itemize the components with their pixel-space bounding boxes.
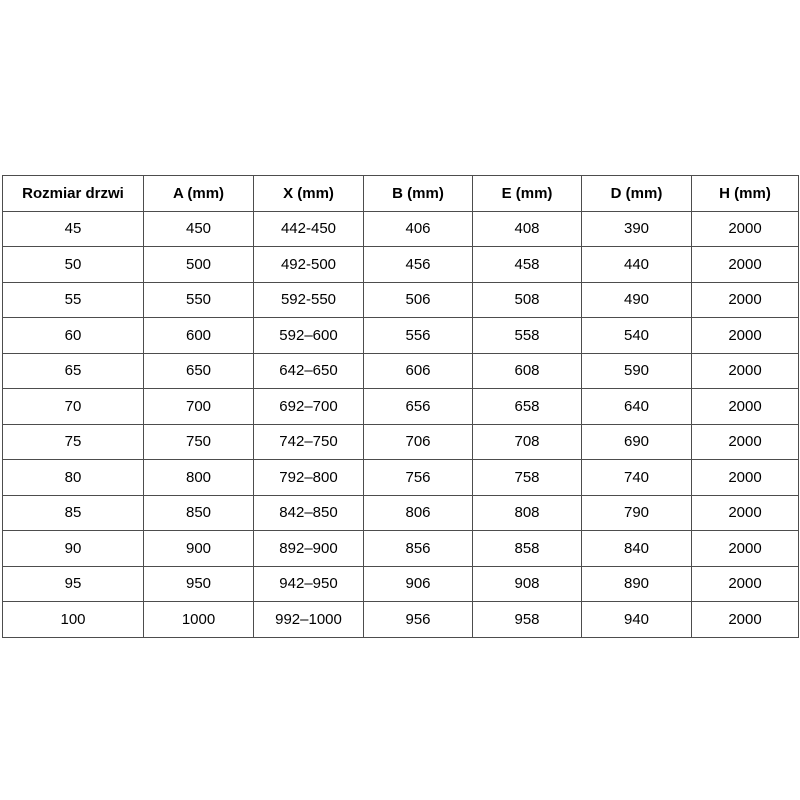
table-row [3, 389, 799, 425]
table-cell: 750 [144, 424, 254, 460]
table-cell: 550 [144, 282, 254, 318]
table-cell: 442-450 [254, 211, 364, 247]
table-cell: 708 [473, 424, 582, 460]
table-cell: 690 [582, 424, 692, 460]
table-cell: 642–650 [254, 353, 364, 389]
table-cell: 608 [473, 353, 582, 389]
table-cell: 958 [473, 602, 582, 638]
table-cell: 2000 [692, 353, 799, 389]
table-cell: 2000 [692, 318, 799, 354]
table-cell: 80 [3, 460, 144, 496]
table-cell: 950 [144, 566, 254, 602]
table-cell: 2000 [692, 531, 799, 567]
table-cell: 600 [144, 318, 254, 354]
table-cell: 592–600 [254, 318, 364, 354]
table-cell: 908 [473, 566, 582, 602]
table-cell: 55 [3, 282, 144, 318]
table-row [3, 602, 799, 638]
table-cell: 842–850 [254, 495, 364, 531]
table-cell: 500 [144, 247, 254, 283]
table-cell: 490 [582, 282, 692, 318]
table-cell: 858 [473, 531, 582, 567]
header-cell-a-mm: A (mm) [144, 176, 254, 212]
table-cell: 2000 [692, 247, 799, 283]
header-cell-b-mm: B (mm) [364, 176, 473, 212]
table-cell: 1000 [144, 602, 254, 638]
header-cell-h-mm: H (mm) [692, 176, 799, 212]
door-size-spec-table [2, 175, 799, 638]
table-cell: 2000 [692, 389, 799, 425]
table-cell: 756 [364, 460, 473, 496]
table-cell: 2000 [692, 282, 799, 318]
table-cell: 808 [473, 495, 582, 531]
table-row [3, 424, 799, 460]
table-cell: 640 [582, 389, 692, 425]
table-cell: 2000 [692, 211, 799, 247]
table-cell: 408 [473, 211, 582, 247]
table-cell: 100 [3, 602, 144, 638]
table-row [3, 211, 799, 247]
table-row [3, 495, 799, 531]
table-cell: 2000 [692, 602, 799, 638]
table-cell: 592-550 [254, 282, 364, 318]
table-cell: 740 [582, 460, 692, 496]
table-cell: 556 [364, 318, 473, 354]
table-cell: 458 [473, 247, 582, 283]
table-row [3, 531, 799, 567]
table-cell: 790 [582, 495, 692, 531]
table-cell: 2000 [692, 566, 799, 602]
table-cell: 508 [473, 282, 582, 318]
table-cell: 65 [3, 353, 144, 389]
table-cell: 450 [144, 211, 254, 247]
table-cell: 506 [364, 282, 473, 318]
table-cell: 892–900 [254, 531, 364, 567]
header-cell-x-mm: X (mm) [254, 176, 364, 212]
table-cell: 650 [144, 353, 254, 389]
table-cell: 800 [144, 460, 254, 496]
table-row [3, 318, 799, 354]
table-cell: 940 [582, 602, 692, 638]
table-row [3, 282, 799, 318]
table-row [3, 566, 799, 602]
table-cell: 758 [473, 460, 582, 496]
table-cell: 900 [144, 531, 254, 567]
table-cell: 590 [582, 353, 692, 389]
table-cell: 658 [473, 389, 582, 425]
table-cell: 390 [582, 211, 692, 247]
table-row [3, 247, 799, 283]
table-cell: 60 [3, 318, 144, 354]
table-cell: 95 [3, 566, 144, 602]
header-cell-rozmiar-drzwi: Rozmiar drzwi [3, 176, 144, 212]
table-cell: 540 [582, 318, 692, 354]
table-cell: 856 [364, 531, 473, 567]
header-cell-d-mm: D (mm) [582, 176, 692, 212]
table-cell: 75 [3, 424, 144, 460]
table-cell: 656 [364, 389, 473, 425]
table-cell: 2000 [692, 424, 799, 460]
table-cell: 456 [364, 247, 473, 283]
table-cell: 692–700 [254, 389, 364, 425]
table-cell: 742–750 [254, 424, 364, 460]
table-cell: 406 [364, 211, 473, 247]
table-row [3, 353, 799, 389]
table-cell: 2000 [692, 460, 799, 496]
table-cell: 440 [582, 247, 692, 283]
table-cell: 70 [3, 389, 144, 425]
table-cell: 492-500 [254, 247, 364, 283]
table-cell: 90 [3, 531, 144, 567]
table-cell: 906 [364, 566, 473, 602]
table-cell: 706 [364, 424, 473, 460]
table-cell: 850 [144, 495, 254, 531]
table-cell: 606 [364, 353, 473, 389]
table-cell: 806 [364, 495, 473, 531]
table-cell: 700 [144, 389, 254, 425]
table-cell: 942–950 [254, 566, 364, 602]
table-cell: 50 [3, 247, 144, 283]
table-row [3, 460, 799, 496]
table-cell: 840 [582, 531, 692, 567]
table-cell: 992–1000 [254, 602, 364, 638]
table-cell: 792–800 [254, 460, 364, 496]
table-cell: 956 [364, 602, 473, 638]
header-cell-e-mm: E (mm) [473, 176, 582, 212]
table-cell: 45 [3, 211, 144, 247]
table-cell: 2000 [692, 495, 799, 531]
table-cell: 558 [473, 318, 582, 354]
table-cell: 890 [582, 566, 692, 602]
table-cell: 85 [3, 495, 144, 531]
table-header-row [3, 176, 799, 212]
